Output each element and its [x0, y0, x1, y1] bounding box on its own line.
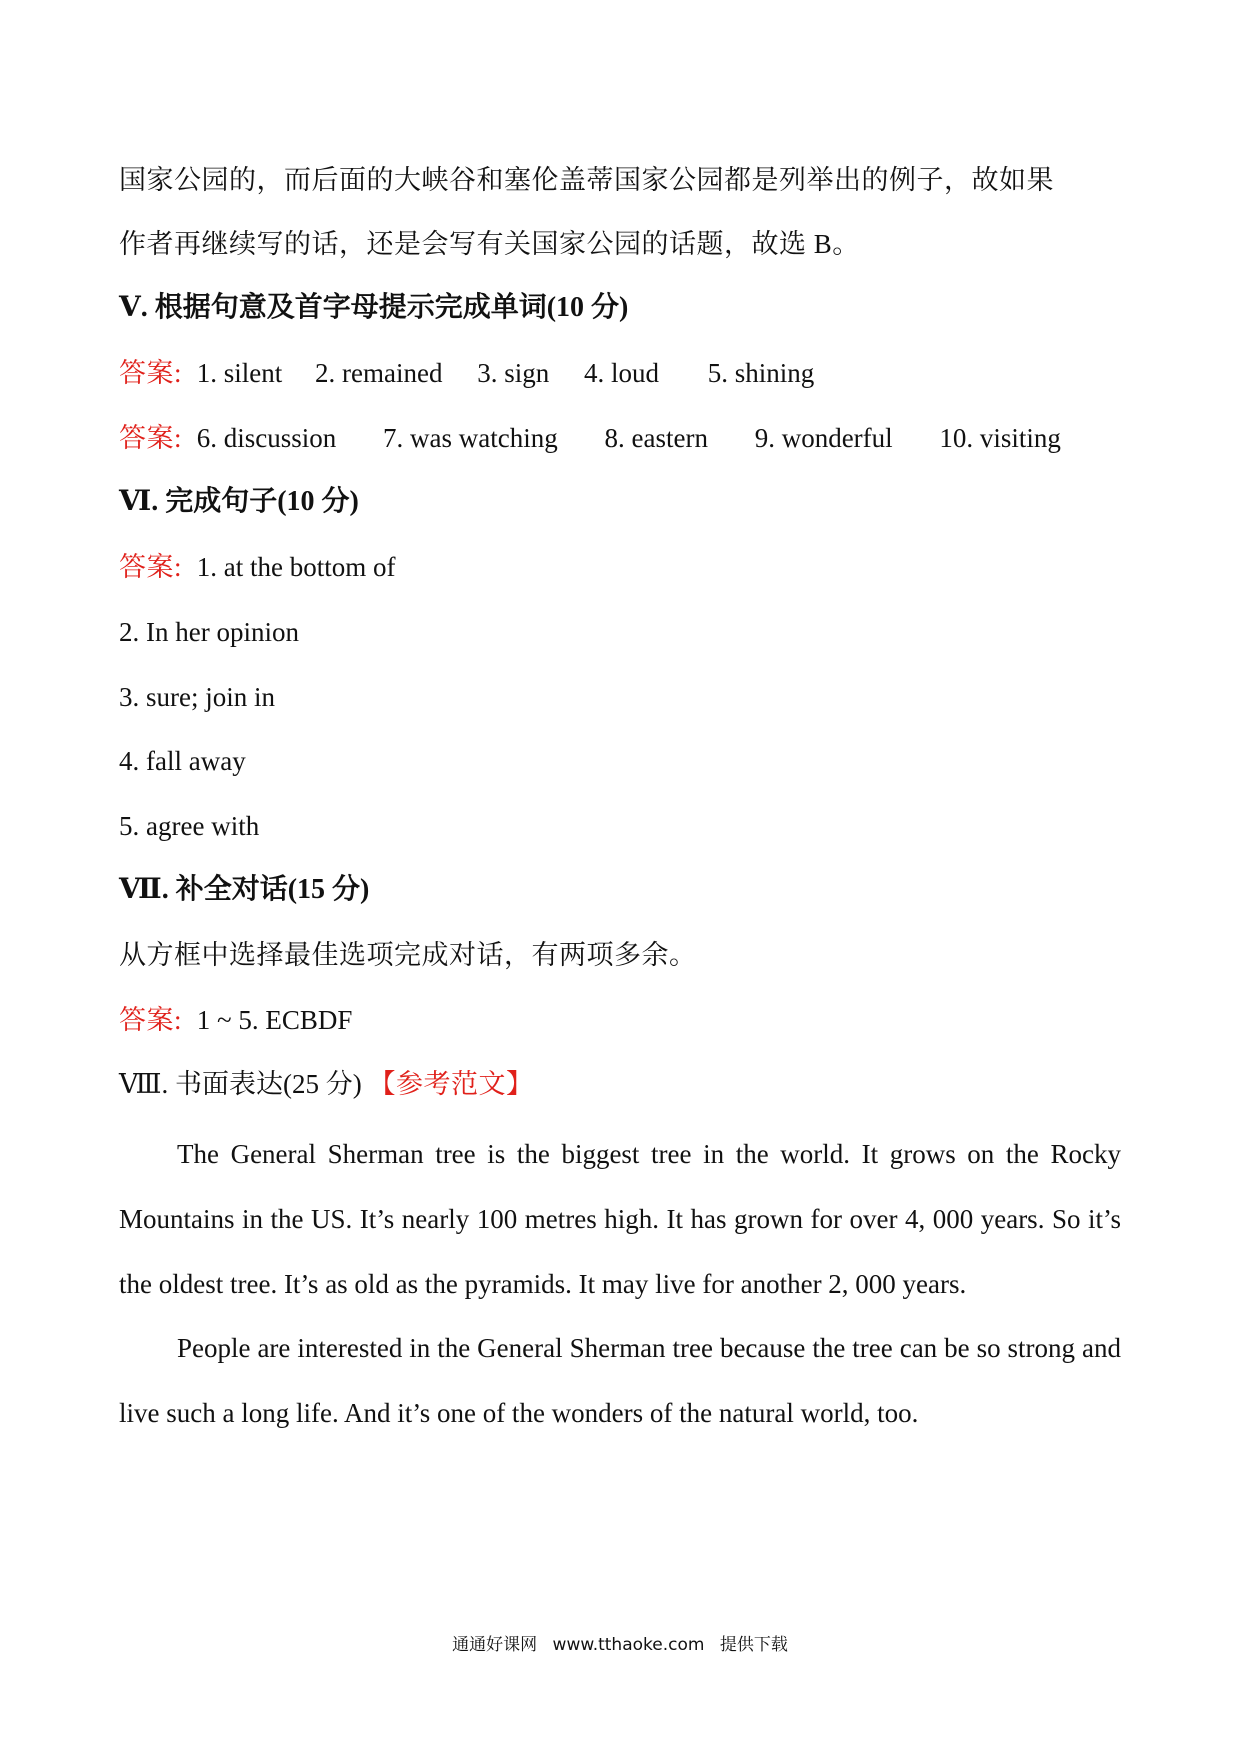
- answer-label: 答案:: [119, 552, 183, 582]
- section-7-instruction: 从方框中选择最佳选项完成对话，有两项多余。: [119, 940, 697, 970]
- answer-item: 7. was watching: [383, 423, 558, 453]
- page-footer: [0, 1632, 1240, 1658]
- answer-item: 5. shining: [707, 358, 815, 388]
- section-6-item-2: 2. In her opinion: [119, 617, 299, 647]
- answer-label: 答案:: [119, 1005, 183, 1035]
- answer-item: 1 ~ 5. ECBDF: [196, 1005, 353, 1035]
- answer-item: 10. visiting: [939, 423, 1061, 453]
- footer-site-name: 通通好课网: [452, 1635, 538, 1655]
- section-6-item-4: 4. fall away: [119, 746, 246, 776]
- footer-download-text: 提供下载: [719, 1635, 788, 1655]
- intro-line-2: 作者再继续写的话，还是会写有关国家公园的话题，故选 B。: [119, 229, 860, 259]
- section-5-answer-row-1: [119, 353, 814, 393]
- section-6-heading: Ⅵ. 完成句子(10 分): [119, 486, 359, 517]
- sample-essay-label: 【参考范文】: [368, 1069, 534, 1099]
- answer-item: 3. sign: [477, 358, 550, 388]
- intro-line-1: 国家公园的，而后面的大峡谷和塞伦盖蒂国家公园都是列举出的例子，故如果: [119, 165, 1054, 195]
- footer-url[interactable]: www.tthaoke.com: [552, 1635, 705, 1655]
- answer-item: 8. eastern: [604, 423, 708, 453]
- section-6-item-1: [119, 547, 395, 587]
- answer-item: 2. remained: [315, 358, 443, 388]
- section-7-answer: [119, 1000, 352, 1040]
- essay-paragraph-1: The General Sherman tree is the biggest tree in the world. It grows on the Rocky Mountains in the US. It’s nearly 100 metres high. It has grown for over 4, 000 years. So it’s the oldest tree. It’s as old as the pyramids. It may live for another 2, 000 years.: [119, 1139, 1121, 1299]
- answer-item: 4. loud: [583, 358, 659, 388]
- section-7-heading: Ⅶ. 补全对话(15 分): [119, 874, 370, 905]
- answer-item: 1. silent: [196, 358, 283, 388]
- section-5-heading: Ⅴ. 根据句意及首字母提示完成单词(10 分): [119, 292, 629, 323]
- answer-item: 6. discussion: [196, 423, 337, 453]
- section-6-item-5: 5. agree with: [119, 811, 260, 841]
- section-6-item-3: 3. sure; join in: [119, 682, 275, 712]
- section-5-answer-row-2: [119, 418, 1061, 458]
- essay-paragraph-2: People are interested in the General Sherman tree because the tree can be so strong and live such a long life. And it’s one of the wonders of the natural world, too.: [119, 1333, 1121, 1428]
- answer-label: 答案:: [119, 358, 183, 388]
- answer-item: 9. wonderful: [754, 423, 893, 453]
- section-8-heading: [119, 1064, 534, 1104]
- section-8-title: Ⅷ. 书面表达(25 分): [119, 1069, 362, 1099]
- answer-item: 1. at the bottom of: [196, 552, 396, 582]
- answer-label: 答案:: [119, 423, 183, 453]
